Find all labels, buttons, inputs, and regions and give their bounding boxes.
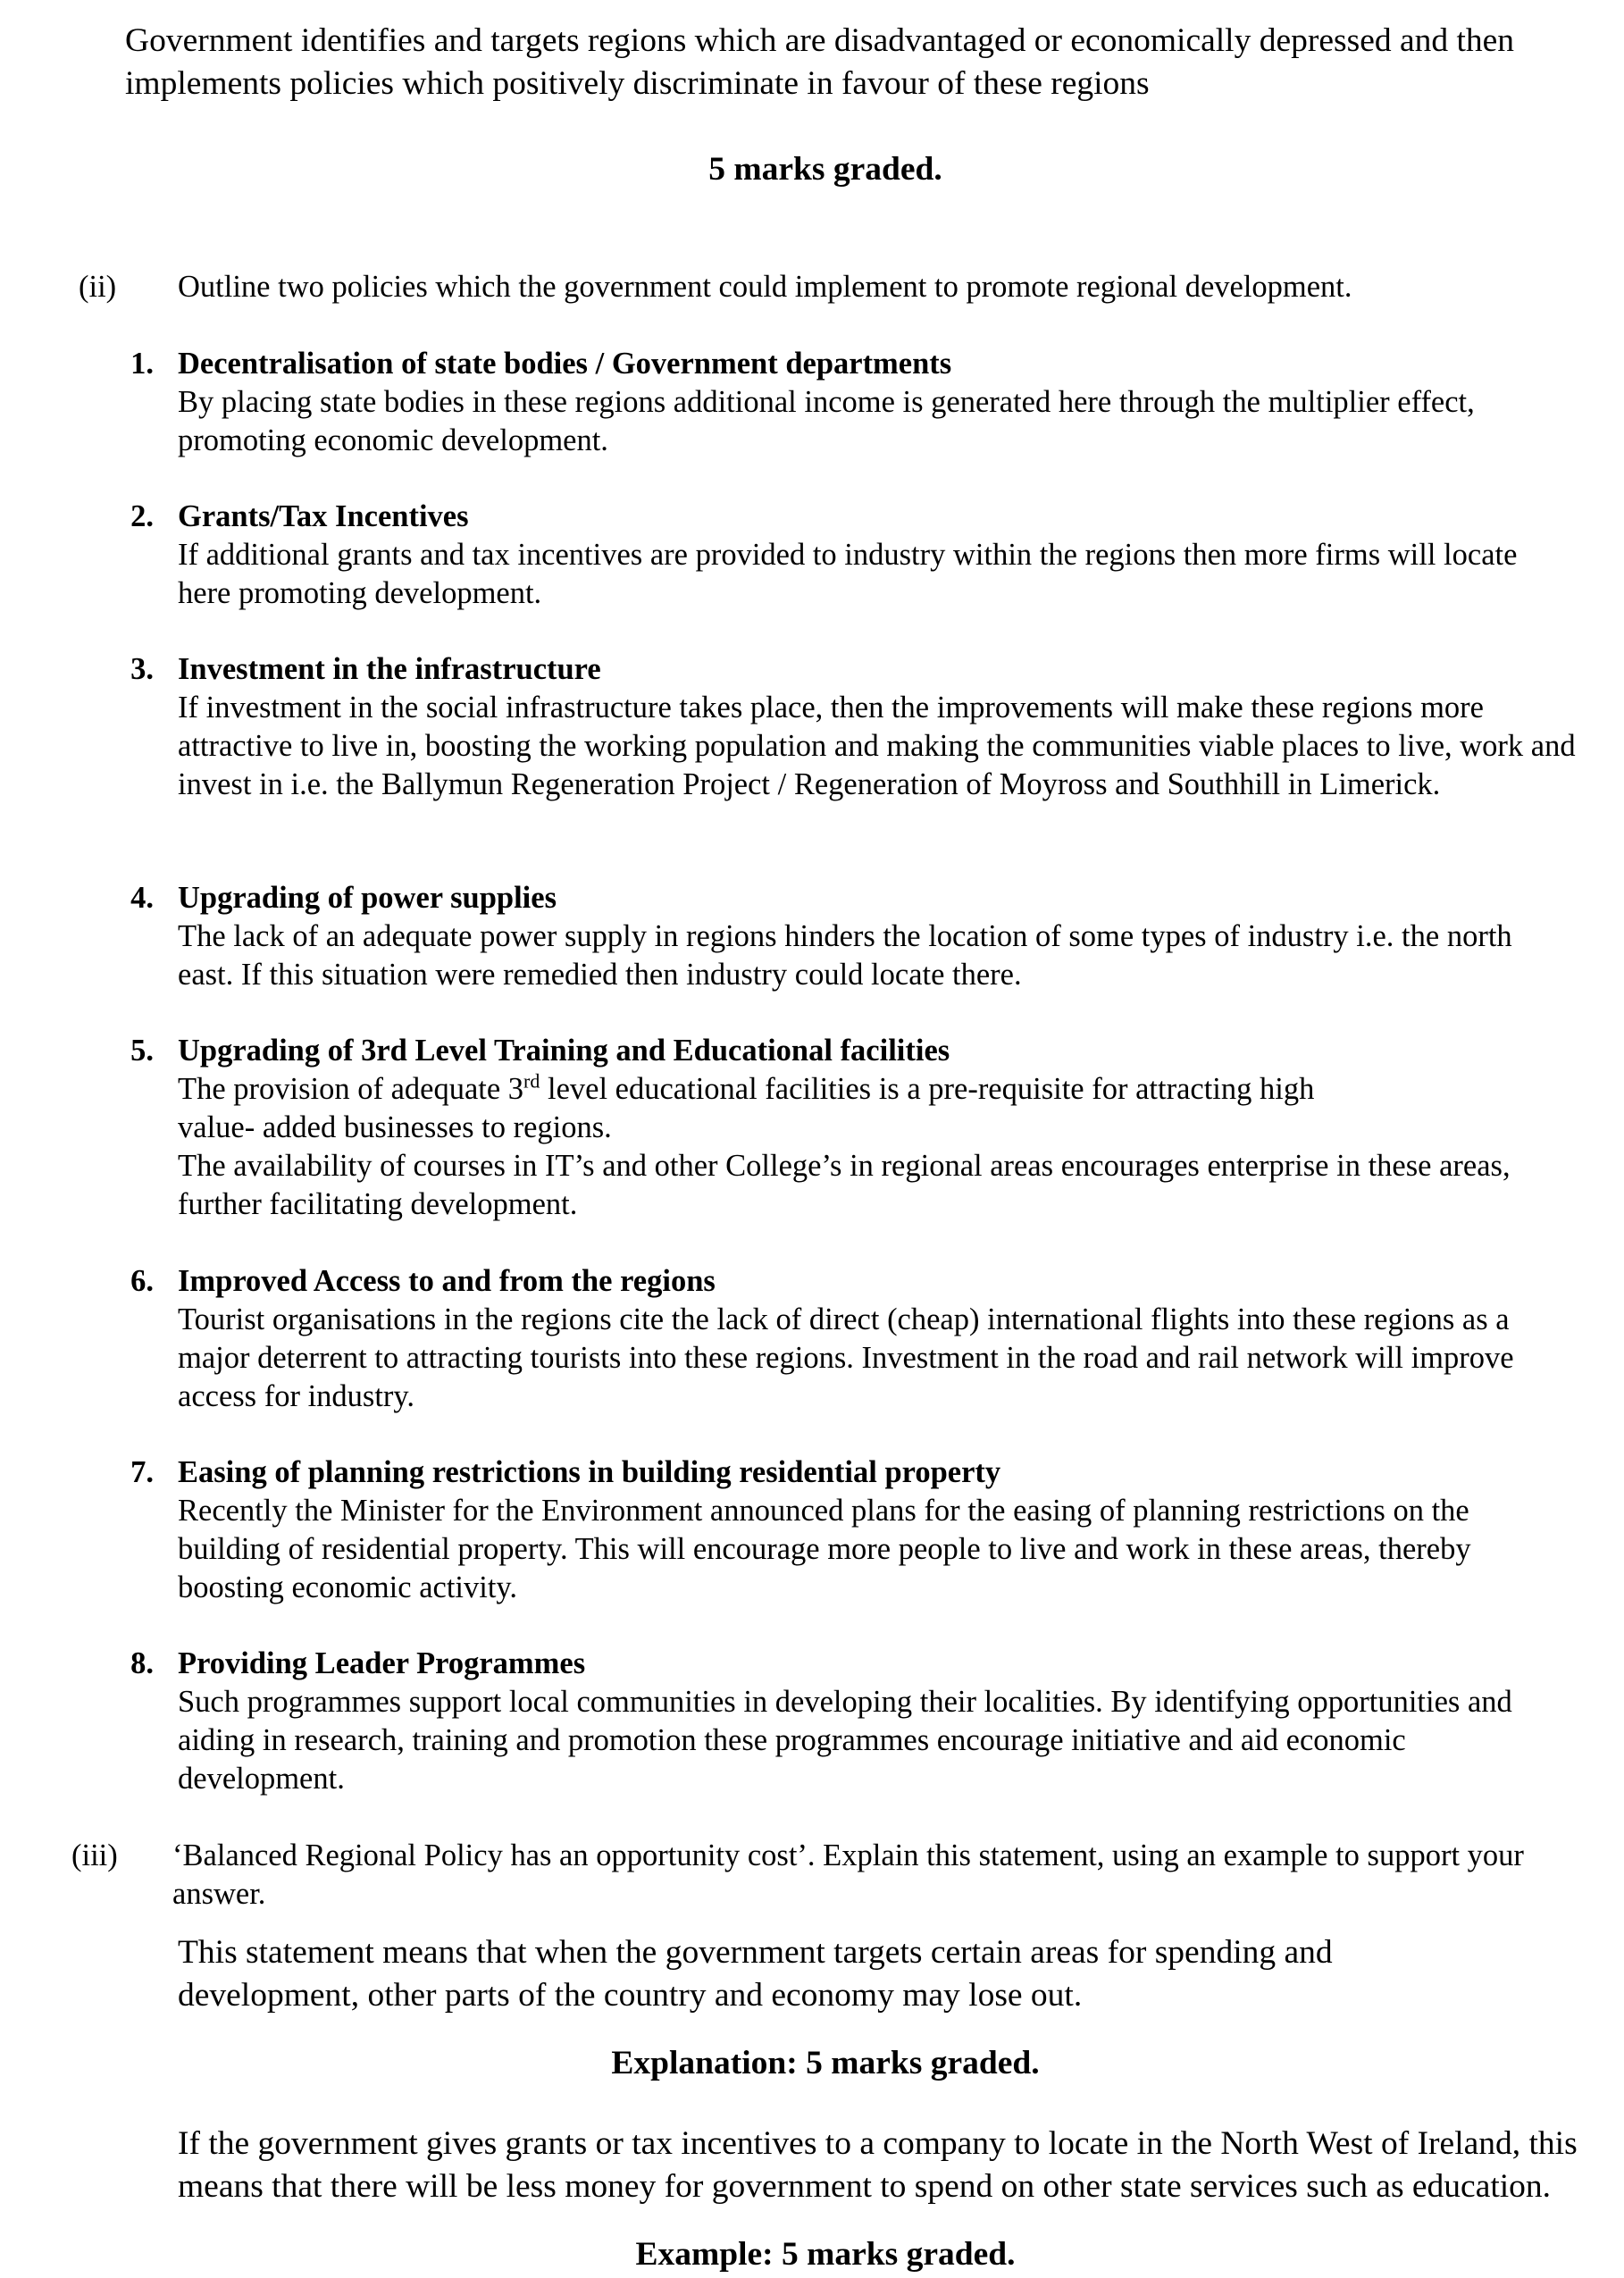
- example-paragraph: If the government gives grants or tax incentives to a company to locate in the North West of Ireland, this means that there will be less money for government to spend on other state services such as education.: [178, 2125, 1578, 2205]
- explanation-paragraph: This statement means that when the government targets certain areas for spending and development, other parts of the country and economy may lose out.: [178, 1934, 1333, 2014]
- policy-title: Easing of planning restrictions in building residential property: [178, 1455, 1001, 1489]
- intro-marks: 5 marks graded.: [708, 151, 942, 188]
- policy-number: 1.: [130, 347, 154, 381]
- question-ii-label: (ii): [79, 270, 117, 304]
- intro-paragraph: Government identifies and targets regions which are disadvantaged or economically depressed and then implements policies which positively discriminate in favour of these regions: [125, 22, 1515, 102]
- policy-body: By placing state bodies in these regions additional income is generated here through the multiplier effect, promoting economic development.: [178, 385, 1475, 457]
- policy-body: If additional grants and tax incentives are provided to industry within the regions then more firms will locate here promoting development.: [178, 538, 1518, 610]
- policy-title: Upgrading of power supplies: [178, 881, 557, 915]
- policy-title: Decentralisation of state bodies / Government departments: [178, 347, 952, 381]
- policy-title: Grants/Tax Incentives: [178, 499, 469, 533]
- policy-body: [178, 1070, 1571, 1224]
- policy-title: Providing Leader Programmes: [178, 1646, 586, 1680]
- policy-body: The lack of an adequate power supply in regions hinders the location of some types of industry i.e. the north east. If this situation were remedied then industry could locate there.: [178, 919, 1512, 992]
- question-iii-label: (iii): [71, 1838, 118, 1872]
- policy-title: Improved Access to and from the regions: [178, 1264, 716, 1298]
- policy-title: Upgrading of 3rd Level Training and Educational facilities: [178, 1034, 950, 1068]
- superscript-rd: rd: [523, 1069, 540, 1093]
- question-ii-text: Outline two policies which the government could implement to promote regional development.: [178, 270, 1352, 304]
- policy-number: 6.: [130, 1264, 154, 1298]
- policy-number: 2.: [130, 499, 154, 533]
- policy-number: 7.: [130, 1455, 154, 1489]
- policy-number: 5.: [130, 1034, 154, 1068]
- policy-number: 4.: [130, 881, 154, 915]
- explanation-marks: Explanation: 5 marks graded.: [611, 2045, 1040, 2081]
- policy-number: 8.: [130, 1646, 154, 1680]
- question-iii-text: ‘Balanced Regional Policy has an opportunity cost’. Explain this statement, using an example to support your answer.: [172, 1838, 1524, 1911]
- example-marks: Example: 5 marks graded.: [635, 2236, 1016, 2273]
- policy-body-text: level educational facilities is a pre-requisite for attracting high: [540, 1072, 1315, 1106]
- policy-body: Tourist organisations in the regions cite the lack of direct (cheap) international flights into these regions as a major deterrent to attracting tourists into these regions. Investment in the road and rail network will improve access for industry.: [178, 1302, 1514, 1413]
- policy-body-text: The availability of courses in IT’s and other College’s in regional areas encourages enterprise in these areas, further facilitating development.: [178, 1149, 1511, 1221]
- policy-body-text: The provision of adequate 3: [178, 1072, 524, 1106]
- policy-body: Recently the Minister for the Environment announced plans for the easing of planning restrictions on the building of residential property. This will encourage more people to live and work in these areas, thereby boosting economic activity.: [178, 1494, 1471, 1604]
- policy-number: 3.: [130, 652, 154, 686]
- policy-title: Investment in the infrastructure: [178, 652, 601, 686]
- policy-body-text: value- added businesses to regions.: [178, 1110, 612, 1144]
- policy-body: Such programmes support local communities in developing their localities. By identifying opportunities and aiding in research, training and promotion these programmes encourage initiative and aid economic development.: [178, 1685, 1512, 1796]
- policy-body: If investment in the social infrastructure takes place, then the improvements will make these regions more attractive to live in, boosting the working population and making the communities viable places to live, work and invest in i.e. the Ballymun Regeneration Project / Regeneration of Moyross and Southhill in Limerick.: [178, 691, 1576, 801]
